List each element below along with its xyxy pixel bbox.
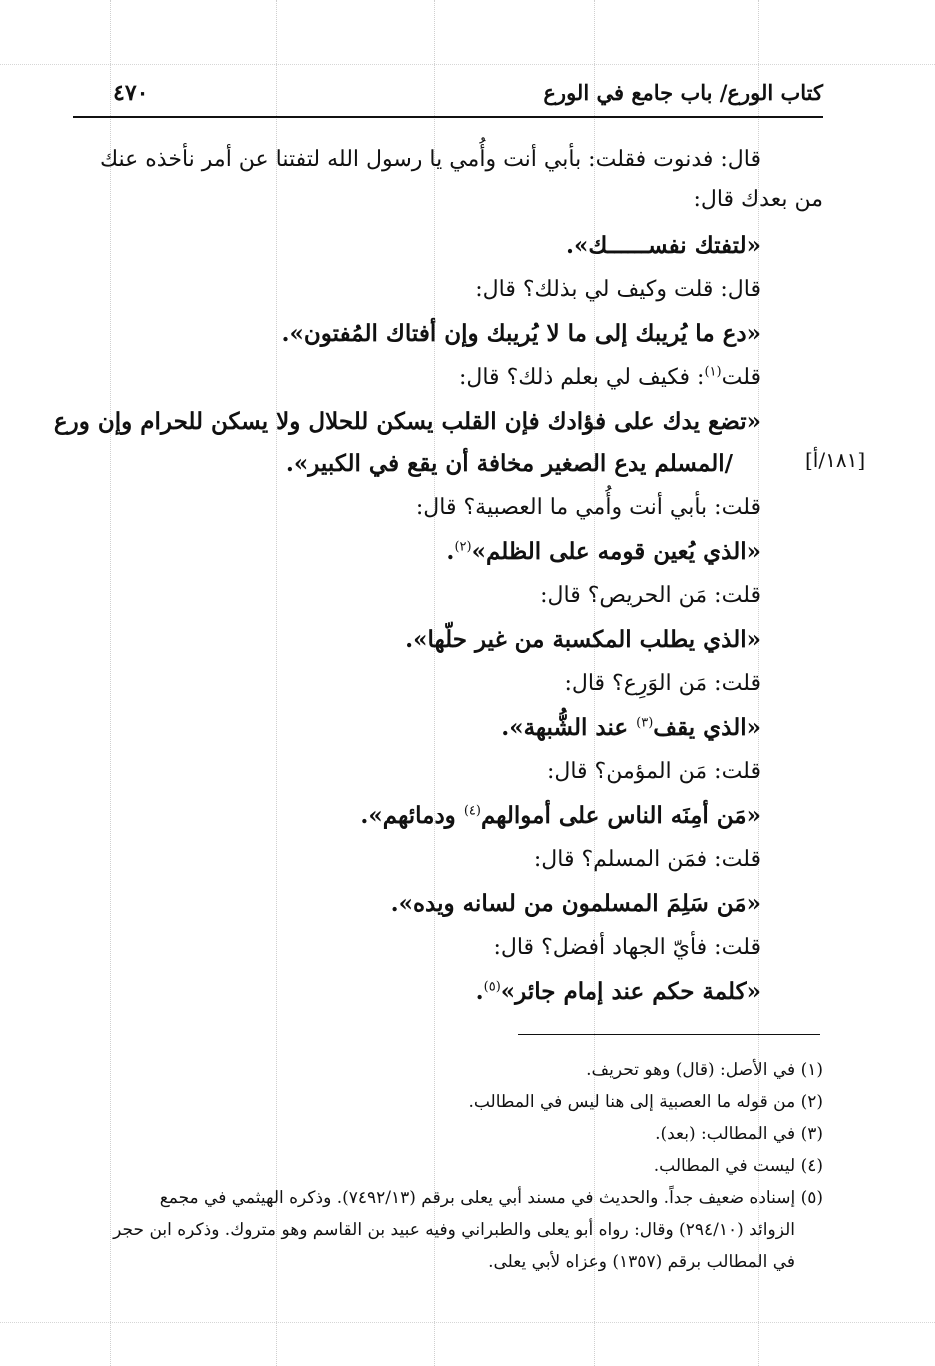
hadith-quote: «تضع يدك على فؤادك فإن القلب يسكن للحلال ولا يسكن للحرام وإن ورع: [53, 408, 761, 435]
footnote: (٤) ليست في المطالب.: [653, 1156, 823, 1176]
text-line: قال: قلت وكيف لي بذلك؟ قال:: [475, 277, 761, 302]
page-header: [73, 78, 823, 118]
manuscript-folio-marker: [١٨١/أ]: [805, 448, 866, 472]
footnote-ref[interactable]: (٣): [636, 715, 654, 731]
text-line: قال: فدنوت فقلت: بأبي أنت وأُمي يا رسول الله لتفتنا عن أمر نأخذه عنك: [99, 147, 761, 172]
hadith-quote: «مَن أمِنَه الناس على أموالهم$^{(٤)}$ ودمائهم».: [360, 802, 761, 829]
hadith-quote: «كلمة حكم عند إمام جائر»$^{(٥)}$.: [475, 978, 761, 1005]
scan-guide-line: [0, 64, 935, 65]
footnote-ref[interactable]: (١): [704, 364, 722, 380]
footnote-separator: [518, 1034, 820, 1035]
footnote: (٥) إسناده ضعيف جداً. والحديث في مسند أبي يعلى برقم (٧٤٩٢/١٣). وذكره الهيثمي في مجمع: [159, 1188, 823, 1208]
footnote: (٢) من قوله ما العصبية إلى هنا ليس في المطالب.: [468, 1092, 823, 1112]
text-line: قلت: مَن الحريص؟ قال:: [540, 583, 761, 608]
text-line: قلت$^{(١)}$: فكيف لي بعلم ذلك؟ قال:: [458, 364, 761, 390]
hadith-quote: «الذي يُعين قومه على الظلم»$^{(٢)}$.: [446, 538, 761, 565]
footnote-ref[interactable]: (٤): [463, 803, 481, 819]
hadith-quote: «دع ما يُريبك إلى ما لا يُريبك وإن أفتاك المُفتون».: [281, 320, 761, 347]
footnote: (٣) في المطالب: (بعد).: [655, 1124, 823, 1144]
footnote-ref[interactable]: (٥): [483, 979, 501, 995]
scan-guide-line: [0, 1322, 935, 1323]
text-line: من بعدك قال:: [693, 187, 823, 212]
header-rule: [73, 116, 823, 118]
text-line: قلت: بأبي أنت وأُمي ما العصبية؟ قال:: [415, 495, 761, 520]
text-line: قلت: فمَن المسلم؟ قال:: [533, 847, 761, 872]
running-title: كتاب الورع/ باب جامع في الورع: [543, 80, 823, 105]
hadith-quote: «مَن سَلِمَ المسلمون من لسانه ويده».: [390, 890, 761, 917]
scan-guide-line: [110, 0, 111, 1366]
footnote: (١) في الأصل: (قال) وهو تحريف.: [586, 1060, 823, 1080]
hadith-quote: «لتفتك نفســــــك».: [565, 232, 761, 259]
text-line: قلت: مَن المؤمن؟ قال:: [546, 759, 761, 784]
footnote-ref[interactable]: (٢): [454, 539, 472, 555]
text-line: قلت: فأيّ الجهاد أفضل؟ قال:: [493, 935, 761, 960]
page-number: ٤٧٠: [113, 80, 149, 106]
hadith-quote: «الذي يقف$^{(٣)}$ عند الشُّبهة».: [501, 714, 761, 741]
scan-guide-line: [276, 0, 277, 1366]
footnote-continuation: الزوائد (٢٩٤/١٠) وقال: رواه أبو يعلى والطبراني وفيه عبيد بن القاسم وهو متروك. وذكره ابن حجر: [113, 1220, 795, 1240]
footnote-continuation: في المطالب برقم (١٣٥٧) وعزاه لأبي يعلى.: [488, 1252, 795, 1272]
hadith-quote: «الذي يطلب المكسبة من غير حلّها».: [405, 626, 761, 653]
text-line: قلت: مَن الوَرِع؟ قال:: [564, 671, 761, 696]
scan-guide-line: [434, 0, 435, 1366]
hadith-quote: /المسلم يدع الصغير مخافة أن يقع في الكبير».: [285, 450, 733, 477]
